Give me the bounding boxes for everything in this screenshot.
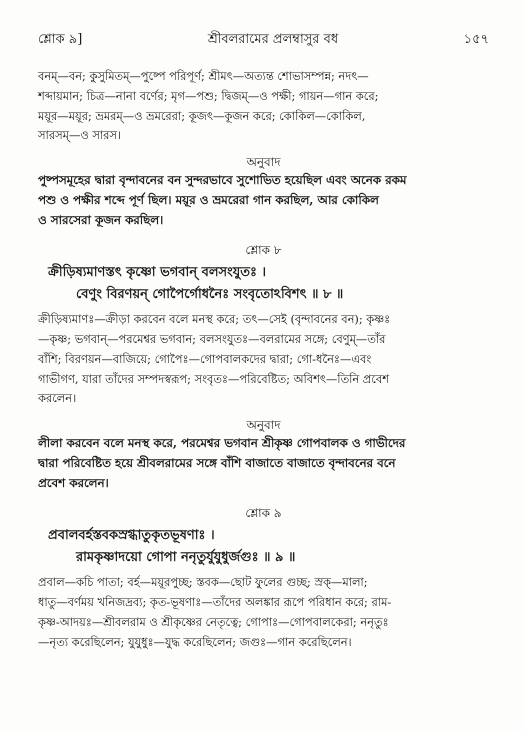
verse-line: বেণুং বিরণয়ন্ গোপৈর্গোধনৈঃ সংবৃতোঽবিশৎ ॥ ৮ ॥	[76, 287, 344, 303]
verse-8-sanskrit	[38, 262, 489, 306]
header-verse-ref: শ্লোক ৯]	[38, 32, 83, 47]
verse-9-sanskrit	[38, 525, 489, 569]
word-meanings-8	[38, 310, 489, 409]
word-meanings-7	[38, 67, 489, 146]
text-line: ক্রীড়িষ্যমাণঃ—ক্রীড়া করবেন বলে মনস্থ করে; তৎ—সেই (বৃন্দাবনের বন); কৃষ্ণঃ	[38, 312, 391, 327]
text-line: করলেন।	[38, 391, 77, 406]
text-line: শব্দায়মান; চিত্র—নানা বর্ণের; মৃগ—পশু; দ্বিজম্—ও পক্ষী; গায়ন—গান করে;	[38, 88, 379, 103]
page-header	[38, 30, 489, 51]
text-line: প্রবেশ করলেন।	[38, 476, 109, 491]
verse-line: রামকৃষ্ণাদয়ো গোপা ননৃতুর্যুযুধুর্জগুঃ ॥ ৯ ॥	[76, 550, 296, 566]
verse-heading: শ্লোক ৯	[245, 506, 282, 521]
verse-heading: শ্লোক ৮	[245, 243, 282, 258]
verse-line: ক্রীড়িষ্যমাণস্তৎ কৃষ্ণো ভগবান্ বলসংযুতঃ ।	[48, 265, 267, 281]
text-line: ও সারসেরা কূজন করছিল।	[38, 213, 164, 228]
text-line: কৃষ্ণ-আদয়ঃ—শ্রীবলরাম ও শ্রীকৃষ্ণের নেতৃত্বে; গোপাঃ—গোপবালকেরা; ননৃতুঃ	[38, 614, 389, 629]
text-line: সারসম্—ও সারস।	[38, 128, 122, 143]
translation-7	[38, 170, 489, 230]
text-line: —কৃষ্ণ; ভগবান্—পরমেশ্বর ভগবান; বলসংযুতঃ—বলরামের সঙ্গে; বেণুম্—তাঁর	[38, 331, 386, 346]
header-chapter-title: শ্রীবলরামের প্রলম্বাসুর বধ	[207, 32, 339, 47]
text-line: পুষ্পসমূহের দ্বারা বৃন্দাবনের বন সুন্দরভাবে সুশোভিত হয়েছিল এবং অনেক রকম	[38, 173, 407, 188]
verse-line: প্রবালবর্হস্তবকস্রগ্ধাতুকৃতভূষণাঃ ।	[48, 528, 215, 544]
translation-heading: অনুবাদ	[246, 418, 281, 433]
text-line: পশু ও পক্ষীর শব্দে পূর্ণ ছিল। ময়ূর ও ভ্রমরেরা গান করছিল, আর কোকিল	[38, 193, 379, 208]
text-line: —নৃত্য করেছিলেন; যুযুধুঃ—যুদ্ধ করেছিলেন; জগুঃ—গান করেছিলেন।	[38, 634, 352, 649]
word-meanings-9	[38, 573, 489, 652]
translation-heading: অনুবাদ	[246, 155, 281, 170]
text-line: দ্বারা পরিবেষ্টিত হয়ে শ্রীবলরামের সঙ্গে বাঁশি বাজাতে বাজাতে বৃন্দাবনের বনে	[38, 456, 396, 471]
text-line: ধাতু—বর্ণময় খনিজদ্রব্য; কৃত-ভূষণাঃ—তাঁদের অলঙ্কার রূপে পরিধান করে; রাম-	[38, 594, 392, 609]
page-number: ১৫৭	[463, 32, 489, 47]
text-line: গাভীগণ, যারা তাঁদের সম্পদস্বরূপ; সংবৃতঃ—পরিবেষ্টিত; অবিশৎ—তিনি প্রবেশ	[38, 371, 389, 386]
text-line: ময়ূর—ময়ূর; ভ্রমরম্—ও ভ্রমরেরা; কূজৎ—কূজন করে; কোকিল—কোকিল,	[38, 108, 366, 123]
text-line: বনম্—বন; কুসুমিতম্—পুষ্পে পরিপূর্ণ; শ্রীমৎ—অত্যন্ত শোভাসম্পন্ন; নদৎ—	[38, 69, 369, 83]
text-line: বাঁশি; বিরণয়ন—বাজিয়ে; গোপৈঃ—গোপবালকদের দ্বারা; গো-ধনৈঃ—এবং	[38, 351, 372, 366]
text-line: প্রবাল—কচি পাতা; বর্হ—ময়ূরপুচ্ছ; স্তবক—ছোট ফুলের গুচ্ছ; স্রক্—মালা;	[38, 575, 368, 590]
text-line: লীলা করবেন বলে মনস্থ করে, পরমেশ্বর ভগবান শ্রীকৃষ্ণ গোপবালক ও গাভীদের	[38, 436, 406, 451]
translation-8	[38, 433, 489, 493]
